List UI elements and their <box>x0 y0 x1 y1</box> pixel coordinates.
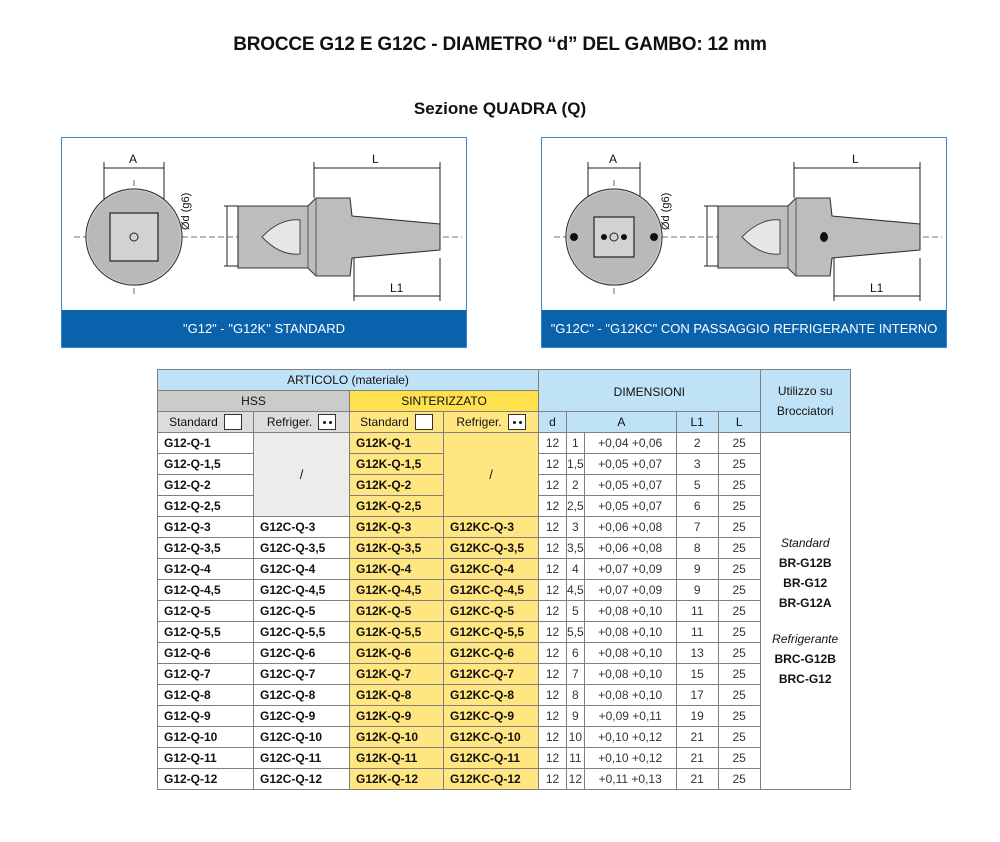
sint-refriger-code: G12KC-Q-4,5 <box>444 580 539 601</box>
hss-refriger-code: G12C-Q-8 <box>254 685 350 706</box>
dim-d: 12 <box>539 769 567 790</box>
dim-l: 25 <box>718 622 760 643</box>
spacer <box>761 613 850 629</box>
subheader-hss-refriger <box>254 412 350 433</box>
header-dimensioni: DIMENSIONI <box>539 370 761 412</box>
dim-a: 2,5 <box>567 496 585 517</box>
dim-l1: 5 <box>676 475 718 496</box>
sint-standard-code: G12K-Q-11 <box>350 748 444 769</box>
dim-a-tolerance: +0,06 +0,08 <box>584 538 676 559</box>
brocciatrice-code: BRC-G12B <box>774 652 836 666</box>
coolant-holes-icon <box>318 414 336 430</box>
dim-l1: 7 <box>676 517 718 538</box>
hss-standard-code: G12-Q-5 <box>158 601 254 622</box>
utilizzo-cell <box>760 433 850 790</box>
table-row <box>158 517 851 538</box>
subheader-hss-standard <box>158 412 254 433</box>
brocciatrice-code: BR-G12B <box>778 556 832 570</box>
dim-l1: 11 <box>676 622 718 643</box>
page-title: BROCCE G12 E G12C - DIAMETRO “d” DEL GAMBO: 12 mm <box>233 34 767 55</box>
dim-l: 25 <box>718 454 760 475</box>
dim-a: 12 <box>567 769 585 790</box>
dim-l: 25 <box>718 517 760 538</box>
col-header-l: L <box>718 412 760 433</box>
sint-standard-code: G12K-Q-2,5 <box>350 496 444 517</box>
header-articolo: ARTICOLO (materiale) <box>158 370 539 391</box>
dim-d: 12 <box>539 433 567 454</box>
dim-l1: 21 <box>676 748 718 769</box>
dim-a-tolerance: +0,08 +0,10 <box>584 685 676 706</box>
subheader-sint-standard <box>350 412 444 433</box>
hss-standard-code: G12-Q-6 <box>158 643 254 664</box>
dimension-l1-label: L1 <box>870 281 884 295</box>
dim-l1: 8 <box>676 538 718 559</box>
table-row <box>158 580 851 601</box>
sint-refriger-code: G12KC-Q-9 <box>444 706 539 727</box>
hss-refriger-code: G12C-Q-6 <box>254 643 350 664</box>
sint-refriger-na: / <box>444 433 539 517</box>
dim-a-tolerance: +0,08 +0,10 <box>584 622 676 643</box>
subheader-label: Standard <box>169 415 218 429</box>
dim-a: 2 <box>567 475 585 496</box>
dim-a: 3,5 <box>567 538 585 559</box>
header-sinterizzato: SINTERIZZATO <box>350 391 539 412</box>
hss-standard-code: G12-Q-4 <box>158 559 254 580</box>
dim-d: 12 <box>539 643 567 664</box>
sint-standard-code: G12K-Q-3 <box>350 517 444 538</box>
dim-a: 6 <box>567 643 585 664</box>
sint-standard-code: G12K-Q-4 <box>350 559 444 580</box>
dimension-l-label: L <box>852 152 859 166</box>
dim-a: 1,5 <box>567 454 585 475</box>
hss-standard-code: G12-Q-1 <box>158 433 254 454</box>
dim-d: 12 <box>539 664 567 685</box>
dim-d: 12 <box>539 601 567 622</box>
dim-a-tolerance: +0,07 +0,09 <box>584 559 676 580</box>
dim-a: 5 <box>567 601 585 622</box>
sint-standard-code: G12K-Q-1 <box>350 433 444 454</box>
dim-a: 5,5 <box>567 622 585 643</box>
hss-standard-code: G12-Q-4,5 <box>158 580 254 601</box>
sint-refriger-code: G12KC-Q-4 <box>444 559 539 580</box>
utilizzo-standard-label: Standard <box>780 536 830 550</box>
hss-refriger-code: G12C-Q-4 <box>254 559 350 580</box>
dim-a: 1 <box>567 433 585 454</box>
dimension-l-label: L <box>372 152 379 166</box>
dim-l1: 2 <box>676 433 718 454</box>
dim-a-tolerance: +0,08 +0,10 <box>584 601 676 622</box>
hss-refriger-code: G12C-Q-10 <box>254 727 350 748</box>
dim-a-tolerance: +0,08 +0,10 <box>584 664 676 685</box>
subheader-label: Refriger. <box>456 415 502 429</box>
dim-d: 12 <box>539 538 567 559</box>
dim-a-tolerance: +0,05 +0,07 <box>584 475 676 496</box>
sint-standard-code: G12K-Q-6 <box>350 643 444 664</box>
hss-standard-code: G12-Q-10 <box>158 727 254 748</box>
dim-d: 12 <box>539 706 567 727</box>
hss-refriger-code: G12C-Q-5 <box>254 601 350 622</box>
dim-d: 12 <box>539 517 567 538</box>
dim-a: 7 <box>567 664 585 685</box>
utilizzo-refrigerante-label: Refrigerante <box>772 632 839 646</box>
coolant-holes-icon <box>508 414 526 430</box>
dim-l1: 13 <box>676 643 718 664</box>
hss-standard-code: G12-Q-11 <box>158 748 254 769</box>
table-row <box>158 601 851 622</box>
broach-drawing-coolant <box>542 138 946 312</box>
hss-refriger-code: G12C-Q-3 <box>254 517 350 538</box>
dim-a: 8 <box>567 685 585 706</box>
hss-refriger-code: G12C-Q-5,5 <box>254 622 350 643</box>
dim-l1: 6 <box>676 496 718 517</box>
hss-standard-code: G12-Q-7 <box>158 664 254 685</box>
dim-a-tolerance: +0,06 +0,08 <box>584 517 676 538</box>
dim-l: 25 <box>718 664 760 685</box>
dim-l: 25 <box>718 496 760 517</box>
header-hss: HSS <box>158 391 350 412</box>
sint-refriger-code: G12KC-Q-10 <box>444 727 539 748</box>
sint-refriger-code: G12KC-Q-8 <box>444 685 539 706</box>
section-subtitle: Sezione QUADRA (Q) <box>413 99 587 118</box>
dim-l1: 19 <box>676 706 718 727</box>
sint-standard-code: G12K-Q-3,5 <box>350 538 444 559</box>
dim-a: 11 <box>567 748 585 769</box>
table-row <box>158 769 851 790</box>
dimension-l1-label: L1 <box>390 281 404 295</box>
sint-refriger-code: G12KC-Q-7 <box>444 664 539 685</box>
dim-l: 25 <box>718 601 760 622</box>
dim-l1: 17 <box>676 685 718 706</box>
dim-a-tolerance: +0,05 +0,07 <box>584 496 676 517</box>
dim-d: 12 <box>539 748 567 769</box>
dim-l: 25 <box>718 727 760 748</box>
dim-l: 25 <box>718 769 760 790</box>
dim-a: 3 <box>567 517 585 538</box>
dim-l1: 9 <box>676 559 718 580</box>
hss-standard-code: G12-Q-9 <box>158 706 254 727</box>
dim-a-tolerance: +0,11 +0,13 <box>584 769 676 790</box>
hss-refriger-code: G12C-Q-4,5 <box>254 580 350 601</box>
dim-a: 9 <box>567 706 585 727</box>
dimension-a-label: A <box>129 152 138 166</box>
dimension-d-label: Ød (g6) <box>660 192 672 230</box>
dim-d: 12 <box>539 727 567 748</box>
hss-standard-code: G12-Q-2,5 <box>158 496 254 517</box>
brocciatrice-code: BR-G12 <box>783 576 828 590</box>
table-row <box>158 727 851 748</box>
dim-a-tolerance: +0,10 +0,12 <box>584 748 676 769</box>
dim-d: 12 <box>539 454 567 475</box>
table-row <box>158 706 851 727</box>
dim-l: 25 <box>718 433 760 454</box>
header-utilizzo <box>760 370 850 433</box>
hss-refriger-code: G12C-Q-3,5 <box>254 538 350 559</box>
sint-standard-code: G12K-Q-10 <box>350 727 444 748</box>
subheader-label: Refriger. <box>266 415 313 429</box>
sint-standard-code: G12K-Q-8 <box>350 685 444 706</box>
sint-standard-code: G12K-Q-2 <box>350 475 444 496</box>
subheader-label: Standard <box>360 415 409 429</box>
hss-standard-code: G12-Q-3 <box>158 517 254 538</box>
dimension-a-label: A <box>609 152 618 166</box>
dim-l1: 9 <box>676 580 718 601</box>
sint-standard-code: G12K-Q-1,5 <box>350 454 444 475</box>
hss-standard-code: G12-Q-5,5 <box>158 622 254 643</box>
sint-refriger-code: G12KC-Q-6 <box>444 643 539 664</box>
dim-d: 12 <box>539 685 567 706</box>
dim-l: 25 <box>718 559 760 580</box>
sint-standard-code: G12K-Q-4,5 <box>350 580 444 601</box>
dim-l: 25 <box>718 706 760 727</box>
sint-refriger-code: G12KC-Q-11 <box>444 748 539 769</box>
hss-refriger-na: / <box>254 433 350 517</box>
table-row <box>158 559 851 580</box>
hss-standard-code: G12-Q-2 <box>158 475 254 496</box>
sint-standard-code: G12K-Q-5,5 <box>350 622 444 643</box>
dim-l: 25 <box>718 475 760 496</box>
dim-l: 25 <box>718 685 760 706</box>
broach-drawing-standard <box>62 138 466 312</box>
hss-refriger-code: G12C-Q-9 <box>254 706 350 727</box>
dim-a-tolerance: +0,04 +0,06 <box>584 433 676 454</box>
dim-d: 12 <box>539 580 567 601</box>
dim-l1: 15 <box>676 664 718 685</box>
dim-d: 12 <box>539 559 567 580</box>
dim-l: 25 <box>718 748 760 769</box>
hss-standard-code: G12-Q-12 <box>158 769 254 790</box>
sint-refriger-code: G12KC-Q-3 <box>444 517 539 538</box>
diagram-panel-standard <box>61 137 467 348</box>
square-icon <box>224 414 242 430</box>
brocciatrice-code: BRC-G12 <box>778 672 832 686</box>
header-utilizzo-text: Utilizzo su Brocciatori <box>776 384 834 418</box>
dim-l: 25 <box>718 580 760 601</box>
table-row <box>158 748 851 769</box>
hss-refriger-code: G12C-Q-12 <box>254 769 350 790</box>
sint-standard-code: G12K-Q-12 <box>350 769 444 790</box>
col-header-l1: L1 <box>676 412 718 433</box>
dim-a-tolerance: +0,10 +0,12 <box>584 727 676 748</box>
table-row <box>158 622 851 643</box>
subheader-sint-refriger <box>444 412 539 433</box>
hss-refriger-code: G12C-Q-7 <box>254 664 350 685</box>
dim-a: 10 <box>567 727 585 748</box>
square-icon <box>415 414 433 430</box>
hss-standard-code: G12-Q-8 <box>158 685 254 706</box>
col-header-a: A <box>567 412 677 433</box>
dim-d: 12 <box>539 496 567 517</box>
sint-standard-code: G12K-Q-5 <box>350 601 444 622</box>
hss-standard-code: G12-Q-3,5 <box>158 538 254 559</box>
dim-l1: 3 <box>676 454 718 475</box>
table-row <box>158 664 851 685</box>
diagram-caption-coolant: "G12C" - "G12KC" CON PASSAGGIO REFRIGERANTE INTERNO <box>542 310 946 347</box>
dim-l1: 21 <box>676 727 718 748</box>
dim-a-tolerance: +0,07 +0,09 <box>584 580 676 601</box>
dim-a-tolerance: +0,08 +0,10 <box>584 643 676 664</box>
table-row <box>158 643 851 664</box>
sint-standard-code: G12K-Q-9 <box>350 706 444 727</box>
table-row <box>158 538 851 559</box>
dim-a: 4 <box>567 559 585 580</box>
dim-d: 12 <box>539 475 567 496</box>
table-row <box>158 433 851 454</box>
dimension-d-label: Ød (g6) <box>180 192 192 230</box>
sint-refriger-code: G12KC-Q-5 <box>444 601 539 622</box>
dim-a-tolerance: +0,05 +0,07 <box>584 454 676 475</box>
sint-refriger-code: G12KC-Q-5,5 <box>444 622 539 643</box>
sint-standard-code: G12K-Q-7 <box>350 664 444 685</box>
dim-l: 25 <box>718 643 760 664</box>
broach-table <box>157 369 851 790</box>
col-header-d: d <box>539 412 567 433</box>
brocciatrice-code: BR-G12A <box>778 596 832 610</box>
dim-l: 25 <box>718 538 760 559</box>
table-row <box>158 685 851 706</box>
dim-l1: 11 <box>676 601 718 622</box>
hss-standard-code: G12-Q-1,5 <box>158 454 254 475</box>
sint-refriger-code: G12KC-Q-3,5 <box>444 538 539 559</box>
diagram-panel-coolant <box>541 137 947 348</box>
sint-refriger-code: G12KC-Q-12 <box>444 769 539 790</box>
dim-d: 12 <box>539 622 567 643</box>
hss-refriger-code: G12C-Q-11 <box>254 748 350 769</box>
diagram-caption-standard: "G12" - "G12K" STANDARD <box>62 310 466 347</box>
dim-a-tolerance: +0,09 +0,11 <box>584 706 676 727</box>
dim-l1: 21 <box>676 769 718 790</box>
dim-a: 4,5 <box>567 580 585 601</box>
